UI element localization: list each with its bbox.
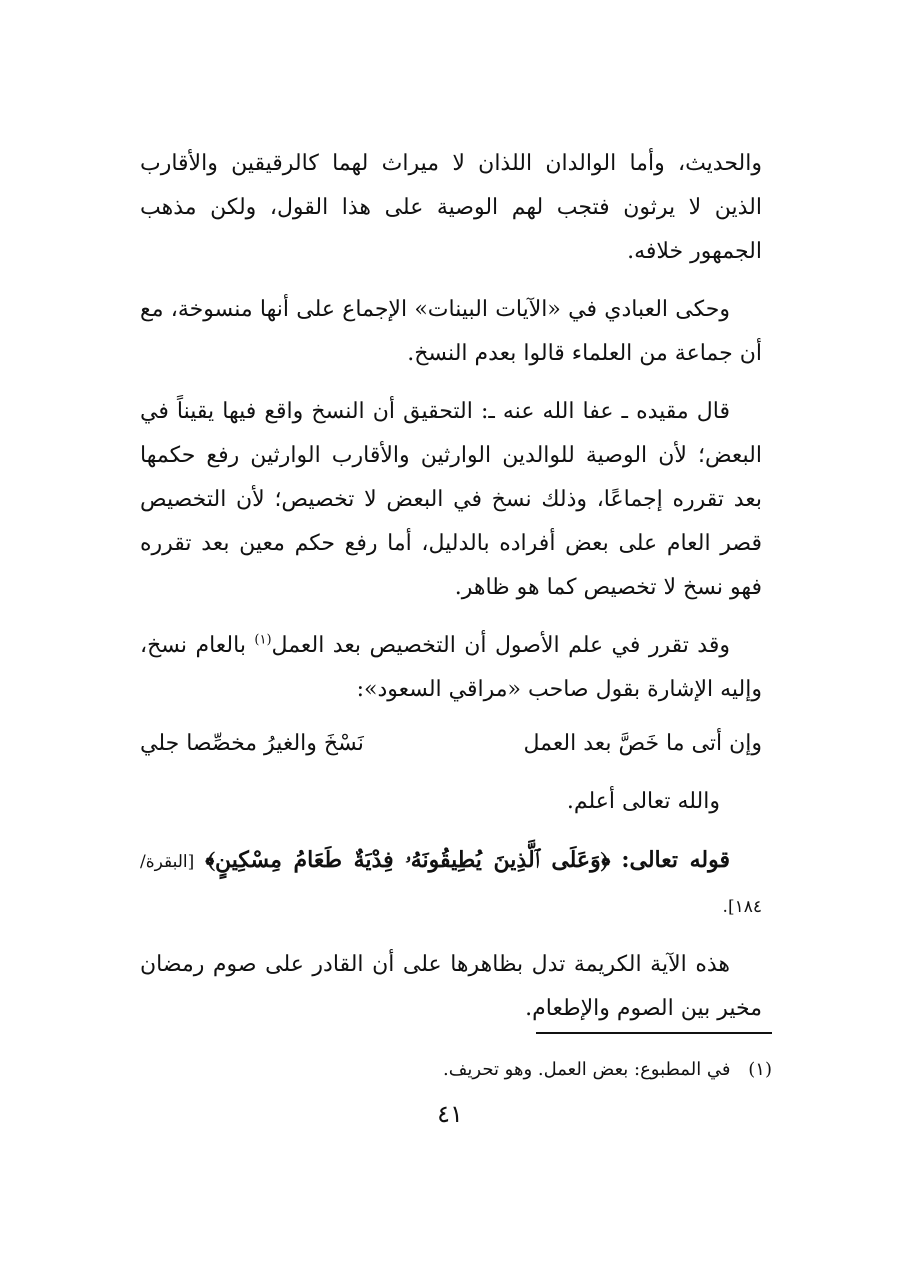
citation-label: قوله تعالى:: [621, 847, 730, 873]
footnote-text: في المطبوع: بعض العمل. وهو تحريف.: [443, 1059, 731, 1080]
footnote-divider: [536, 1032, 772, 1034]
paragraph-2: وحكى العبادي في «الآيات البينات» الإجماع على أنها منسوخة، مع أن جماعة من العلماء قالوا بعدم النسخ.: [140, 297, 762, 366]
paragraph-4-start: وقد تقرر في علم الأصول أن التخصيص بعد العمل: [271, 633, 730, 658]
quran-citation: [140, 838, 762, 929]
paragraph-3: قال مقيده ـ عفا الله عنه ـ: التحقيق أن النسخ واقع فيها يقيناً في البعض؛ لأن الوصية للوالدين الوارثين والأقارب الوارثين رفع حكمها بعد تقرره إجماعًا، وذلك نسخ في البعض لا تخصيص؛ لأن التخصيص قصر العام على بعض أفراده بالدليل، أما رفع حكم معين بعد تقرره فهو نسخ لا تخصيص كما هو ظاهر.: [140, 399, 762, 600]
paragraph-1: والحديث، وأما الوالدان اللذان لا ميراث لهما كالرقيقين والأقارب الذين لا يرثون فتجب لهم الوصية على هذا القول، ولكن مذهب الجمهور خلافه.: [140, 151, 762, 264]
verse-second-hemistich: نَسْخَ والغيرُ مخصِّصا جلي: [140, 731, 364, 756]
footnote: [132, 1056, 772, 1084]
verse-first-hemistich: وإن أتى ما خَصَّ بعد العمل: [523, 731, 762, 756]
paragraph-4-end: بالعام نسخ، وإليه الإشارة بقول صاحب «مراقي السعود»:: [140, 633, 762, 702]
surah-reference: [البقرة/ ١٨٤].: [140, 852, 762, 917]
closing-phrase: والله تعالى أعلم.: [566, 789, 720, 814]
footnote-number: (١): [748, 1059, 772, 1080]
footnote-marker: (١): [254, 632, 272, 648]
quran-ayah: ﴿وَعَلَى ٱلَّذِينَ يُطِيقُونَهُۥ فِدْيَةٌ طَعَامُ مِسْكِينٍ﴾: [205, 847, 611, 873]
paragraph-4: [140, 624, 762, 712]
poem-verse: [140, 722, 762, 766]
page-number: ٤١: [437, 1100, 463, 1128]
page-body: [140, 142, 762, 1031]
paragraph-5: هذه الآية الكريمة تدل بظاهرها على أن القادر على صوم رمضان مخير بين الصوم والإطعام.: [140, 952, 762, 1021]
